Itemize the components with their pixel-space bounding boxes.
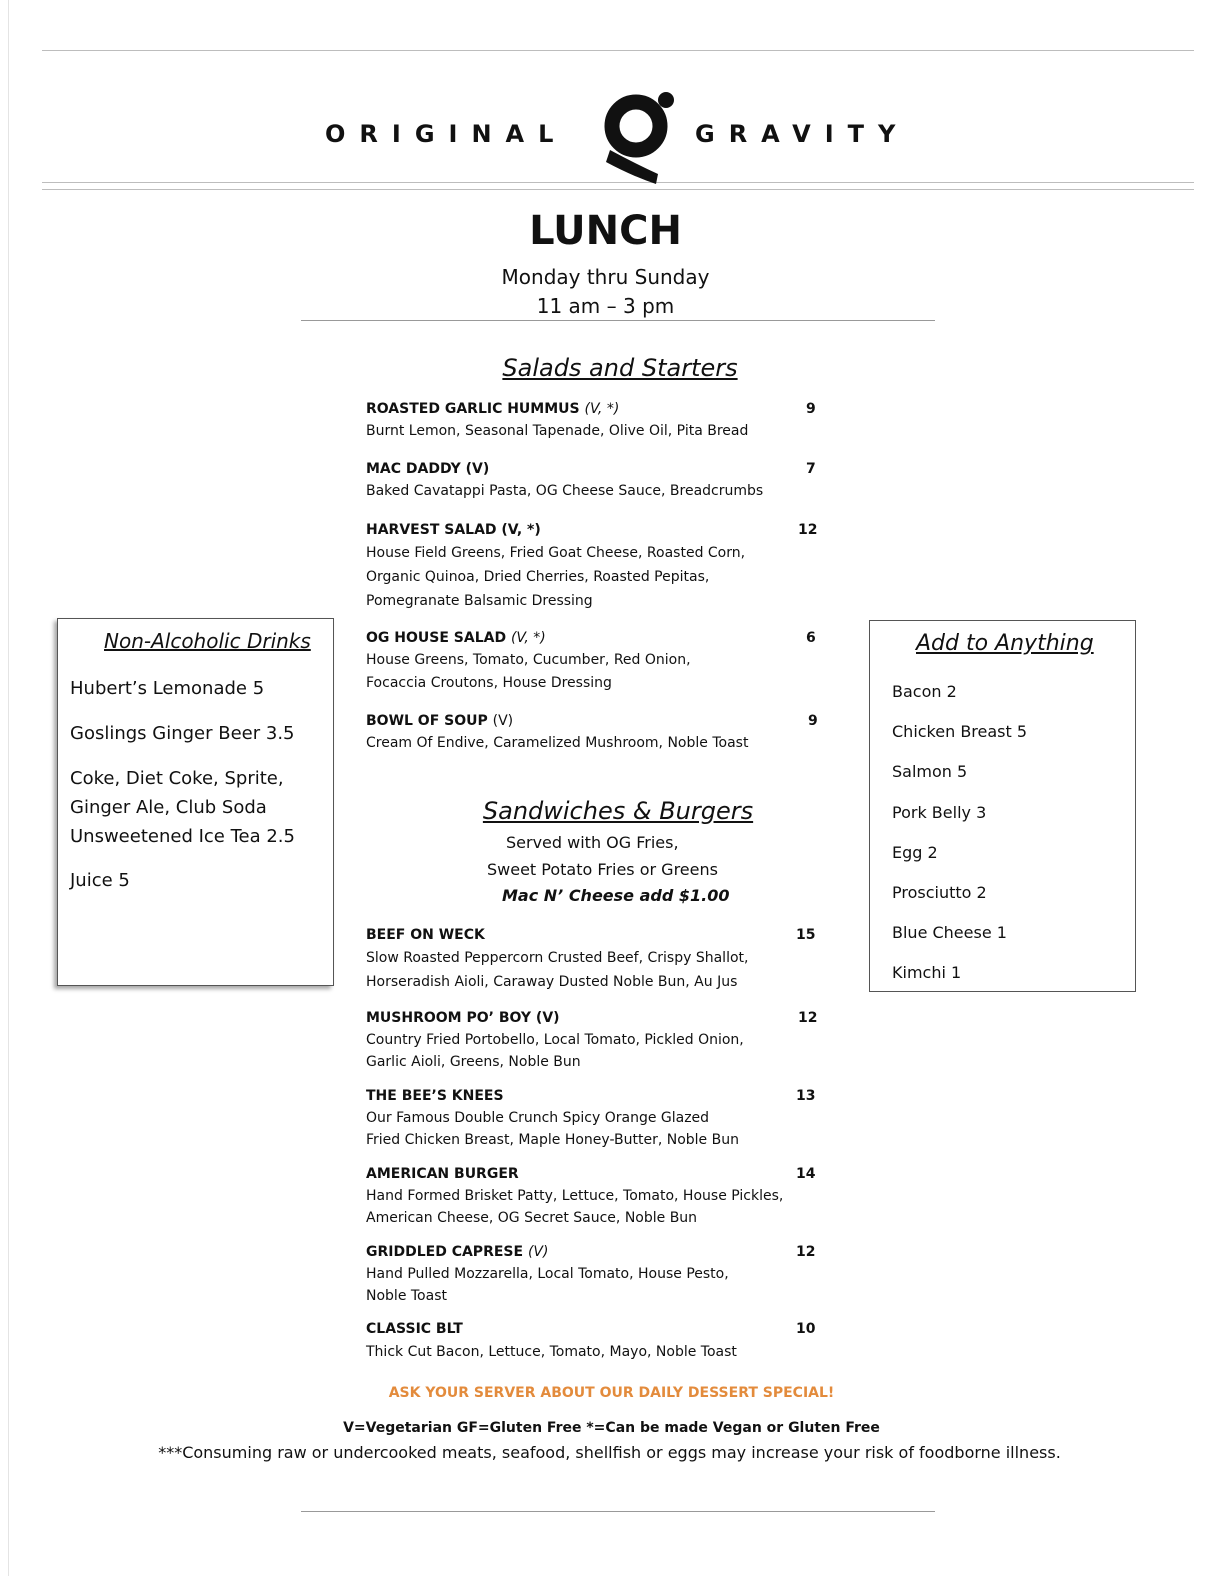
addons-box xyxy=(869,620,1136,992)
drinks-title: Non-Alcoholic Drinks xyxy=(104,629,311,653)
food-safety-warning: ***Consuming raw or undercooked meats, seafood, shellfish or eggs may increase your risk of foodborne illness. xyxy=(158,1443,1061,1462)
addon-item: Bacon 2 xyxy=(892,682,957,701)
item-tag: (V, *) xyxy=(510,630,546,646)
menu-item xyxy=(366,1163,826,1229)
drink-item: Goslings Ginger Beer 3.5 xyxy=(70,723,295,744)
item-price: 9 xyxy=(806,401,816,417)
item-price: 12 xyxy=(796,1244,816,1260)
og-g-logo-icon xyxy=(596,88,686,188)
logo-rule-lower xyxy=(42,189,1194,190)
menu-item xyxy=(366,458,826,503)
dietary-legend: V=Vegetarian GF=Gluten Free *=Can be made Vegan or Gluten Free xyxy=(343,1420,880,1436)
addon-item: Kimchi 1 xyxy=(892,963,962,982)
brand-right-word: GRAVITY xyxy=(695,120,910,148)
header-rule xyxy=(301,320,935,321)
item-price: 12 xyxy=(798,522,818,538)
item-description: Hand Formed Brisket Patty, Lettuce, Tomato, House Pickles, American Cheese, OG Secret Sauce, Noble Bun xyxy=(366,1188,784,1226)
item-description: Cream Of Endive, Caramelized Mushroom, Noble Toast xyxy=(366,735,749,751)
days-line: Monday thru Sunday xyxy=(501,265,710,289)
item-description: House Greens, Tomato, Cucumber, Red Onion, Focaccia Croutons, House Dressing xyxy=(366,652,691,691)
menu-item xyxy=(366,710,826,755)
mac-cheese-addon-note: Mac N’ Cheese add $1.00 xyxy=(502,886,730,905)
item-name: THE BEE’S KNEES xyxy=(366,1088,504,1104)
item-name: MAC DADDY (V) xyxy=(366,461,490,477)
menu-item xyxy=(366,627,826,695)
item-tag: (V) xyxy=(492,713,514,729)
served-with-line-1: Served with OG Fries, xyxy=(506,833,679,852)
addon-item: Egg 2 xyxy=(892,843,938,862)
item-description: Our Famous Double Crunch Spicy Orange Glazed Fried Chicken Breast, Maple Honey-Butter, Noble Bun xyxy=(366,1110,739,1148)
item-name: OG HOUSE SALAD (V, *) xyxy=(366,630,546,646)
item-name: CLASSIC BLT xyxy=(366,1321,463,1337)
item-name: ROASTED GARLIC HUMMUS (V, *) xyxy=(366,401,620,417)
menu-item xyxy=(366,398,826,443)
section-title-salads: Salads and Starters xyxy=(502,354,738,382)
item-name: BOWL OF SOUP (V) xyxy=(366,713,514,729)
item-name: AMERICAN BURGER xyxy=(366,1166,519,1182)
addon-item: Pork Belly 3 xyxy=(892,803,987,822)
addon-item: Blue Cheese 1 xyxy=(892,923,1007,942)
item-price: 6 xyxy=(806,630,816,646)
drink-item: Coke, Diet Coke, Sprite, Ginger Ale, Club Soda Unsweetened Ice Tea 2.5 xyxy=(70,768,295,847)
item-tag: (V) xyxy=(527,1244,549,1260)
hours-line: 11 am – 3 pm xyxy=(536,294,675,318)
item-description: Burnt Lemon, Seasonal Tapenade, Olive Oil, Pita Bread xyxy=(366,423,749,439)
menu-item xyxy=(366,924,826,994)
item-description: Thick Cut Bacon, Lettuce, Tomato, Mayo, Noble Toast xyxy=(366,1344,737,1360)
item-price: 7 xyxy=(806,461,816,477)
item-description: Hand Pulled Mozzarella, Local Tomato, House Pesto, Noble Toast xyxy=(366,1266,729,1304)
item-description: House Field Greens, Fried Goat Cheese, Roasted Corn, Organic Quinoa, Dried Cherries, Roasted Pepitas, Pomegranate Balsamic Dressing xyxy=(366,545,746,609)
menu-item xyxy=(366,1241,826,1307)
addon-item: Prosciutto 2 xyxy=(892,883,987,902)
item-price: 15 xyxy=(796,927,816,943)
menu-item xyxy=(366,519,826,613)
drink-item: Juice 5 xyxy=(70,870,130,891)
page-title: LUNCH xyxy=(529,208,682,254)
served-with-line-2: Sweet Potato Fries or Greens xyxy=(487,860,718,879)
item-description: Slow Roasted Peppercorn Crusted Beef, Crispy Shallot, Horseradish Aioli, Caraway Dusted Noble Bun, Au Jus xyxy=(366,950,749,990)
section-title-sandwiches: Sandwiches & Burgers xyxy=(482,797,754,825)
item-name: GRIDDLED CAPRESE (V) xyxy=(366,1244,549,1260)
item-price: 13 xyxy=(796,1088,816,1104)
menu-item xyxy=(366,1085,826,1151)
item-price: 12 xyxy=(798,1010,818,1026)
item-name: MUSHROOM PO’ BOY (V) xyxy=(366,1010,560,1026)
drink-item: Hubert’s Lemonade 5 xyxy=(70,678,265,699)
item-description: Country Fried Portobello, Local Tomato, Pickled Onion, Garlic Aioli, Greens, Noble Bun xyxy=(366,1032,744,1070)
item-price: 14 xyxy=(796,1166,816,1182)
bottom-rule xyxy=(301,1511,935,1512)
dessert-special-note: ASK YOUR SERVER ABOUT OUR DAILY DESSERT SPECIAL! xyxy=(388,1385,835,1401)
addon-item: Chicken Breast 5 xyxy=(892,722,1028,741)
addon-item: Salmon 5 xyxy=(892,762,968,781)
drinks-box xyxy=(57,618,334,986)
item-description: Baked Cavatappi Pasta, OG Cheese Sauce, Breadcrumbs xyxy=(366,483,764,499)
top-rule xyxy=(42,50,1194,51)
item-tag: (V, *) xyxy=(584,401,620,417)
item-name: BEEF ON WECK xyxy=(366,927,485,943)
item-name: HARVEST SALAD (V, *) xyxy=(366,522,541,538)
item-price: 9 xyxy=(808,713,818,729)
item-price: 10 xyxy=(796,1321,816,1337)
menu-item xyxy=(366,1007,826,1073)
menu-item xyxy=(366,1318,826,1364)
brand-left-word: ORIGINAL xyxy=(325,120,568,148)
addons-title: Add to Anything xyxy=(916,631,1094,656)
